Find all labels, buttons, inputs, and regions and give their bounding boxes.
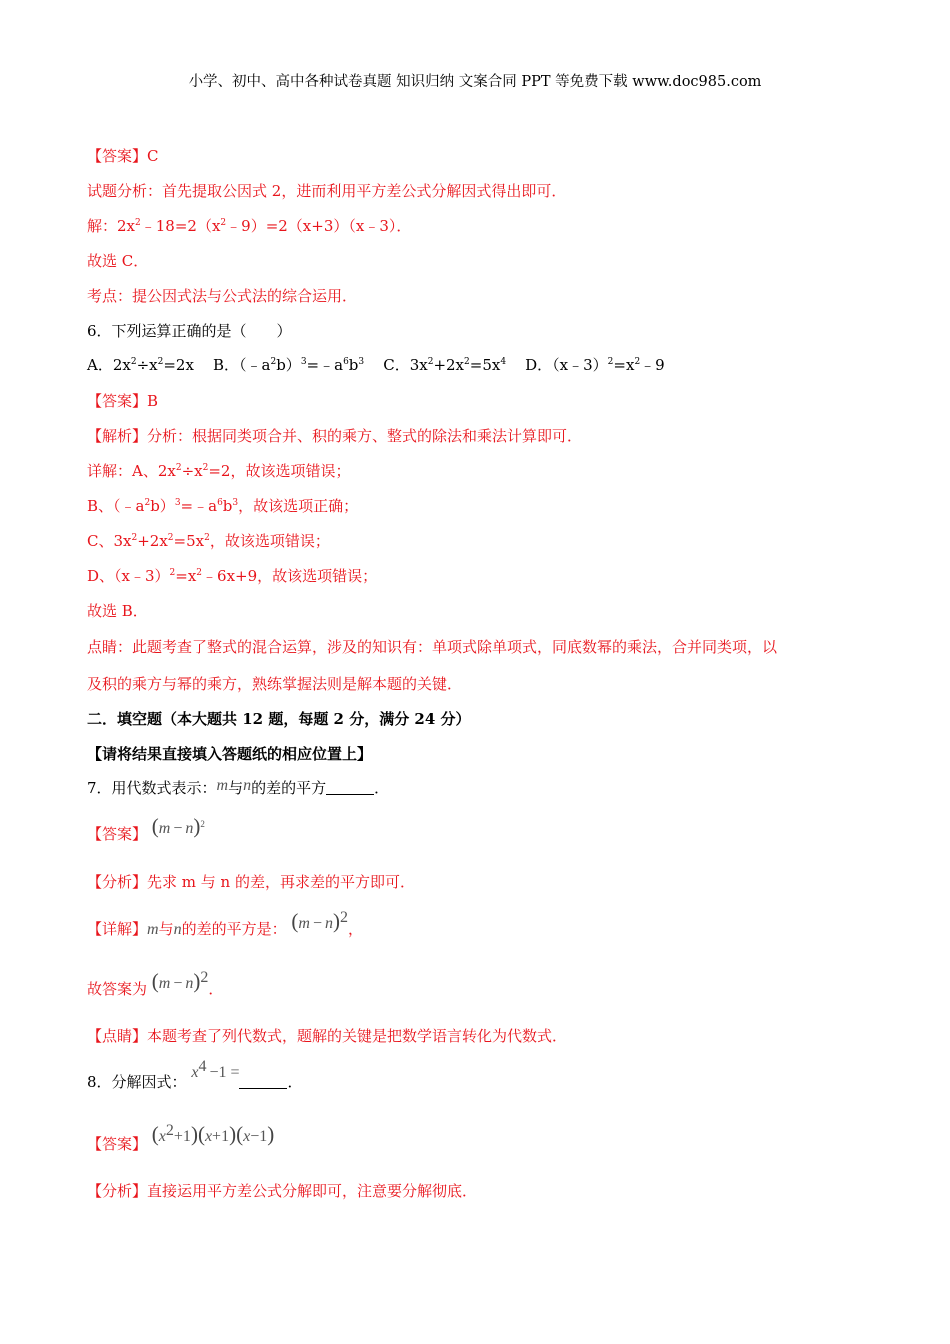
q6-detail-c: C、$3x^2+2x^2=5x^2$，故该选项错误； [87,532,330,550]
q5-conclusion: 故选 C． [87,252,149,270]
q5-analysis: 试题分析：首先提取公因式 2，进而利用平方差公式分解因式得出即可． [87,182,567,200]
q7-answer-line [87,814,205,845]
q7-dianjing: 【点睛】本题考查了列代数式，题解的关键是把数学语言转化为代数式． [87,1027,568,1045]
answer-tag: 【答案】 [87,1135,148,1153]
q8-stem: 8．分解因式： $x^4 -1$ =． [87,1058,303,1091]
q6-stem: 6．下列运算正确的是（ ） [87,322,292,340]
q6-option-c: C．$3x^2+2x^2=5x^4$ [383,356,507,374]
answer-blank [239,1074,287,1089]
section-note: 【请将结果直接填入答题纸的相应位置上】 [87,745,373,763]
q6-option-a: A．$2x^2\div x^2=2x$ [87,356,194,374]
q6-option-d: D．$(x﹣3)^2=x^2﹣9$ [525,356,665,374]
q7-conclusion-formula: $(m - n)^2$ [151,969,209,993]
answer-value: C [147,147,159,165]
answer-tag: 【答案】 [87,147,148,165]
q7-stem: 7．用代数式表示：m与n的差的平方 ． [87,777,390,797]
q7-conclusion: 故答案为 $(m - n)^2$． [87,969,224,998]
q6-detail-d: D、$(x﹣3)^2=x^2﹣6x+9$，故该选项错误； [87,567,378,585]
q6-conclusion: 故选 B． [87,602,148,620]
answer-tag: 【答案】 [87,825,148,843]
q8-answer-formula: $(x^2+1)(x+1)(x-1)$ [151,1122,275,1146]
page-header: 小学、初中、高中各种试卷真题 知识归纳 文案合同 PPT 等免费下载 www.doc985.com [188,74,762,90]
answer-value: B [147,392,159,410]
q8-answer-line [87,1122,275,1155]
q6-detail-b: B、$(﹣a^2b)^3=﹣a^6b^3$，故该选项正确； [87,497,359,515]
q6-options [87,355,665,375]
answer-tag: 【答案】 [87,392,148,410]
q7-xiangjie-formula: $(m - n)^2$ [291,909,348,933]
q6-dianjing-2: 及积的乘方与幂的乘方，熟练掌握法则是解本题的关键． [87,675,463,693]
q7-fenxi: 【分析】先求 m 与 n 的差，再求差的平方即可． [87,873,415,891]
q7-answer-formula: $(m - n)^2$ [151,814,205,838]
q5-kaodian: 考点：提公因式法与公式法的综合运用． [87,287,358,305]
q8-expression: $x^4 -1$ = [191,1058,240,1081]
q5-answer-line [87,146,159,166]
section-title: 二．填空题（本大题共 12 题，每题 2 分，满分 24 分） [87,710,471,728]
q6-option-b: B．$(﹣a^2b)^3=﹣a^6b^3$ [213,356,365,374]
q8-fenxi: 【分析】直接运用平方差公式分解即可，注意要分解彻底． [87,1182,478,1200]
q6-detail-a: 详解：A、$2x^2\div x^2=2$，故该选项错误； [87,462,351,480]
q5-solution: 解：$2x^2﹣18=2(x^2﹣9)=2(x+3)(x﹣3)$． [87,217,412,235]
q6-answer-line [87,391,158,411]
answer-blank [326,780,374,795]
q7-xiangjie: 【详解】m与n的差的平方是： $(m - n)^2$， [87,909,363,938]
q6-dianjing-1: 点睛：此题考查了整式的混合运算，涉及的知识有：单项式除单项式，同底数幂的乘法，合并同类项，以 [87,638,778,656]
q6-jiexi: 【解析】分析：根据同类项合并、积的乘方、整式的除法和乘法计算即可． [87,427,583,445]
